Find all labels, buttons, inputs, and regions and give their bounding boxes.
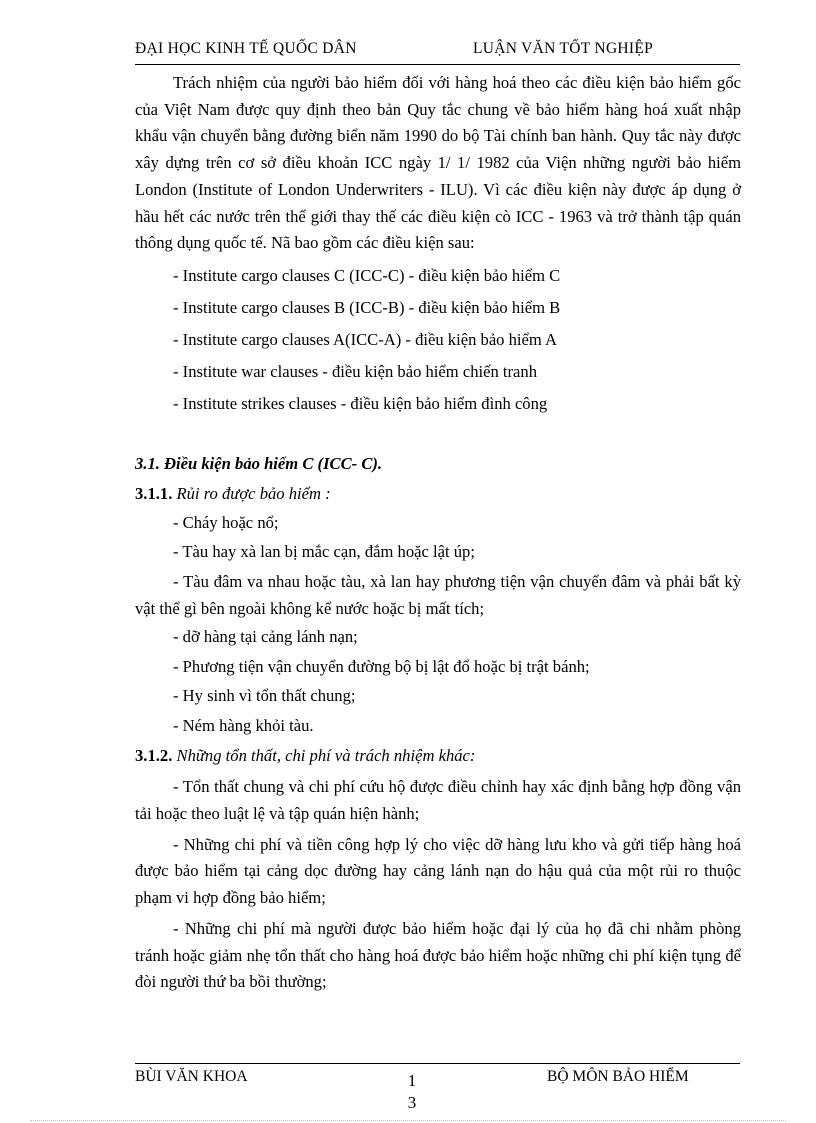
footer-department: BỘ MÔN BẢO HIỂM — [547, 1068, 689, 1085]
clause-item: - Institute war clauses - điều kiện bảo hiểm chiến tranh — [173, 361, 538, 381]
subsection-number: 3.1.1. — [135, 483, 173, 503]
subsection-number: 3.1.2. — [135, 746, 173, 766]
risk-item: - Ném hàng khỏi tàu. — [173, 715, 314, 735]
section-heading: 3.1. Điều kiện bảo hiểm C (ICC- C). — [135, 453, 383, 473]
risk-item: - Hy sinh vì tổn thất chung; — [173, 686, 356, 706]
subsection-heading-2 — [135, 742, 741, 770]
clause-item: - Institute cargo clauses B (ICC-B) - điều kiện bảo hiểm B — [173, 297, 561, 317]
cost-paragraph: - Những chi phí mà người được bảo hiểm hoặc đại lý của họ đã chi nhằm phòng tránh hoặc giảm nhẹ tổn thất cho hàng hoá được bảo hiểm hoặc những chi phí kiện tụng để đòi người thứ ba bồi thường; — [135, 918, 741, 992]
header-thesis-label: LUẬN VĂN TỐT NGHIỆP — [473, 40, 654, 57]
page-header — [135, 40, 740, 65]
risk-item: - Tàu hay xà lan bị mắc cạn, đắm hoặc lật úp; — [173, 542, 475, 562]
page-body — [135, 70, 741, 996]
page-number-line1: 1 — [407, 1071, 417, 1090]
footer-author: BÙI VĂN KHOA — [135, 1068, 248, 1085]
risk-item: - Phương tiện vận chuyển đường bộ bị lật đổ hoặc bị trật bánh; — [173, 656, 590, 676]
clause-list — [135, 260, 741, 420]
intro-paragraph: Trách nhiệm của người bảo hiểm đối với hàng hoá theo các điều kiện bảo hiểm gốc của Việt Nam được quy định theo bản Quy tắc chung về bảo hiểm hàng hoá xuất nhập khẩu vận chuyển bằng đường biển năm 1990 do bộ Tài chính ban hành. Quy tắc này được xây dựng trên cơ sở điều khoản ICC ngày 1/ 1/ 1982 của Viện những người bảo hiểm London (Institute of London Underwriters - ILU). Vì các điều kiện này được áp dụng ở hầu hết các nước trên thế giới thay thế các điều kiện cò ICC - 1963 và trở thành tập quán thông dụng quốc tế. Nã bao gồm các điều kiện sau: — [135, 73, 741, 253]
subsection-title: Những tổn thất, chi phí và trách nhiệm khác: — [176, 746, 476, 766]
page-number — [402, 1070, 422, 1114]
risk-item: - dỡ hàng tại cảng lánh nạn; — [173, 627, 358, 647]
clause-item: - Institute strikes clauses - điều kiện bảo hiểm đình công — [173, 393, 548, 413]
clause-item: - Institute cargo clauses C (ICC-C) - điều kiện bảo hiểm C — [173, 265, 561, 285]
header-university: ĐẠI HỌC KINH TẾ QUỐC DÂN — [135, 40, 357, 57]
subsection-title: Rủi ro được bảo hiểm : — [176, 483, 331, 503]
cost-paragraph: - Những chi phí và tiền công hợp lý cho việc dỡ hàng lưu kho và gửi tiếp hàng hoá được bảo hiểm tại cảng dọc đường hay cảng lánh nạn do hậu quả của một rủi ro thuộc phạm vi hợp đồng bảo hiểm; — [135, 834, 741, 908]
subsection-heading-1 — [135, 480, 741, 508]
risk-item: - Cháy hoặc nổ; — [173, 512, 279, 532]
page-bottom-border — [30, 1120, 786, 1121]
risk-item: - Tàu đâm va nhau hoặc tàu, xà lan hay phương tiện vận chuyển đâm và phải bất kỳ vật thể gì bên ngoài không kể nước hoặc bị mất tích; — [135, 571, 741, 618]
cost-paragraph: - Tổn thất chung và chi phí cứu hộ được điều chỉnh hay xác định bằng hợp đồng vận tải hoặc theo luật lệ và tập quán hiện hành; — [135, 777, 741, 824]
page-footer — [135, 1063, 740, 1112]
page-number-line2: 3 — [407, 1093, 417, 1112]
clause-item: - Institute cargo clauses A(ICC-A) - điều kiện bảo hiểm A — [173, 329, 558, 349]
